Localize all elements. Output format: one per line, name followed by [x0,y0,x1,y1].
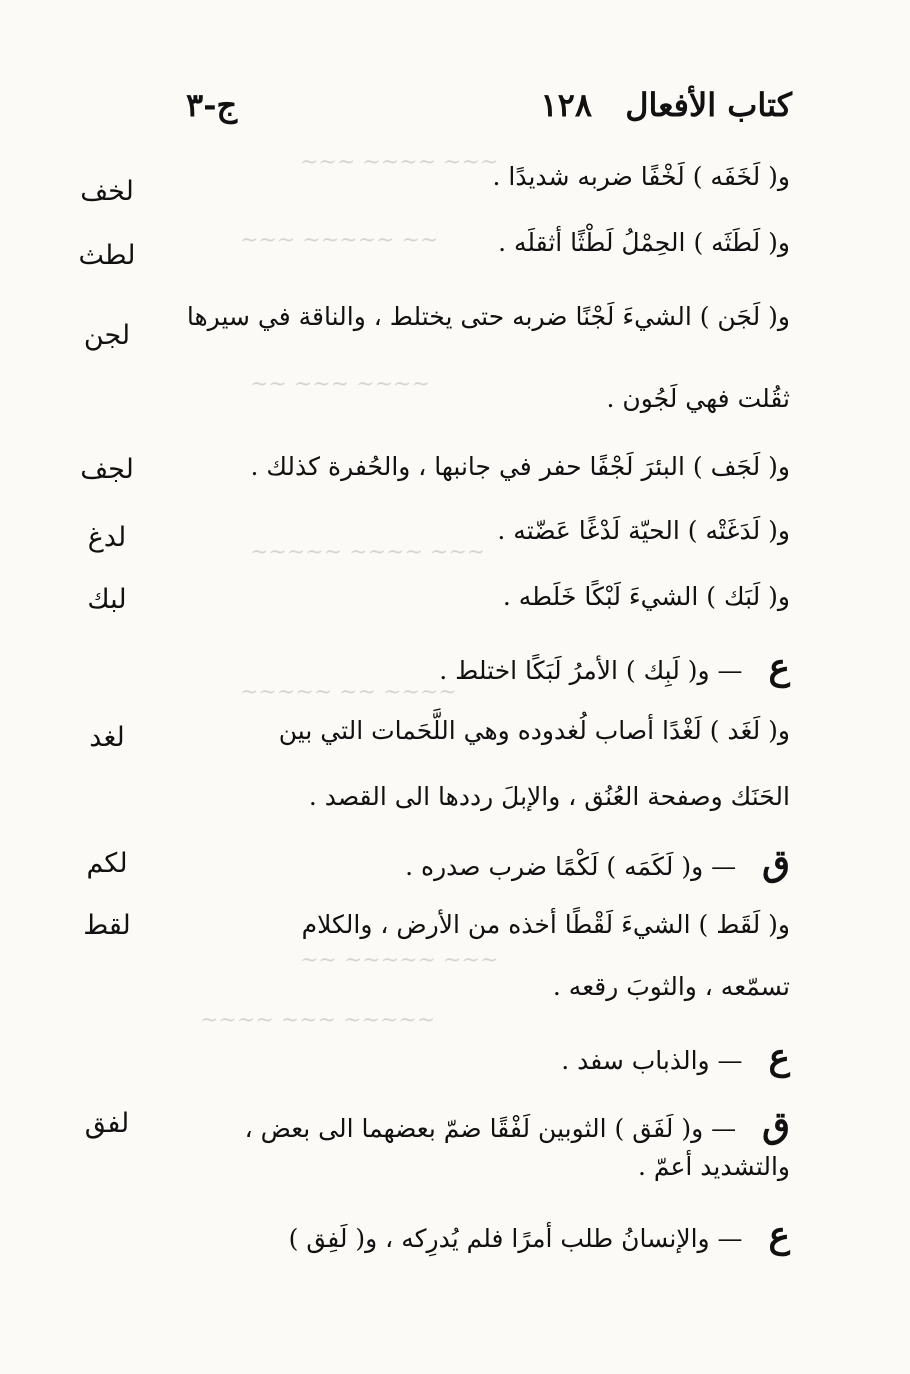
entry-line [503,582,790,611]
entry-text: ثقُلت فهي لَجُون . [606,384,790,413]
bleed-through-mark: ~~~~~ ~~~ ~~~~ [200,1008,436,1033]
source-marker: ع [768,1214,790,1256]
source-marker: ع [768,1036,790,1078]
entry-text: و( لَجَن ) الشيءَ لَجْنًا ضربه حتى يختلط ، والناقة في سيرها [186,302,790,331]
entry-line [498,228,790,257]
entry-text: و( لَخَفَه ) لَخْفًا ضربه شديدًا . [492,162,790,191]
bleed-through-mark: ~~~ ~~~~~ ~~ [300,948,499,973]
entry-text: — و( لَكَمَه ) لَكْمًا ضرب صدره . [405,852,737,881]
entry-line [187,302,790,331]
entry-line [492,162,790,191]
entry-text: و( لَغَد ) لَغْدًا أصاب لُغدوده وهي اللَّحَمات التي بين [278,716,790,745]
bleed-through-mark: ~~~~ ~~ ~~~~~ [240,680,457,705]
page-title: كتاب الأفعال [625,86,792,124]
source-marker: ق [762,842,790,884]
entry-text: و( لَجَف ) البئرَ لَجْفًا حفر في جانبها ، والحُفرة كذلك . [250,452,790,481]
entry-line [638,1152,790,1181]
root-label: لبك [87,584,127,615]
root-label: لجف [80,454,134,485]
page-number: ١٢٨ [540,86,592,124]
entry-line [302,910,790,939]
entry-text: — والإنسانُ طلب أمرًا فلم يُدرِكه ، و( لَفِق ) [288,1224,743,1253]
entry-line [606,384,790,413]
entry-text: تسمّعه ، والثوبَ رقعه . [552,972,790,1001]
entry-line [405,842,790,884]
root-label: لقط [83,910,131,941]
root-label: لكم [86,848,128,879]
entry-line [439,646,790,688]
bleed-through-mark: ~~~~ ~~~ ~~ [250,372,430,397]
entry-line [279,716,790,745]
entry-text: — والذباب سفد . [561,1046,743,1075]
entry-line [250,452,790,481]
entry-line [245,1104,790,1146]
root-label: لدغ [87,522,127,553]
entry-line [561,1036,790,1078]
source-marker: ق [762,1104,790,1146]
entry-text: — و( لَفَق ) الثوبين لَفْقًا ضمّ بعضهما الى بعض ، [244,1114,737,1143]
root-label: لغد [89,722,125,753]
entry-text: و( لَطَثَه ) الحِمْلُ لَطْثًا أثقلَه . [498,228,790,257]
entry-line [309,782,790,811]
source-marker: ع [768,646,790,688]
volume-label: ج-٣ [186,86,238,124]
entry-line [553,972,790,1001]
entry-text: الحَنَك وصفحة العُنُق ، والإبلَ رددها الى القصد . [308,782,790,811]
bleed-through-mark: ~~~ ~~~~ ~~~~~ [250,540,486,565]
bleed-through-mark: ~~~ ~~~~ ~~~ [300,150,499,175]
root-label: لجن [83,320,131,351]
entry-text: و( لَدَغَتْه ) الحيّة لَدْغًا عَضّته . [497,516,790,545]
root-label: لخف [80,176,134,207]
entry-line [497,516,790,545]
entry-text: و( لَقَط ) الشيءَ لَقْطًا أخذه من الأرض ، والكلام [301,910,790,939]
entry-text: والتشديد أعمّ . [637,1152,790,1181]
root-label: لطث [78,240,136,271]
root-label: لفق [84,1108,130,1139]
entry-text: و( لَبَك ) الشيءَ لَبْكًا خَلَطه . [502,582,790,611]
entry-text: — و( لَبِك ) الأمرُ لَبَكًا اختلط . [439,656,743,685]
entry-line [289,1214,790,1256]
bleed-through-mark: ~~ ~~~~~ ~~~ [240,228,439,253]
